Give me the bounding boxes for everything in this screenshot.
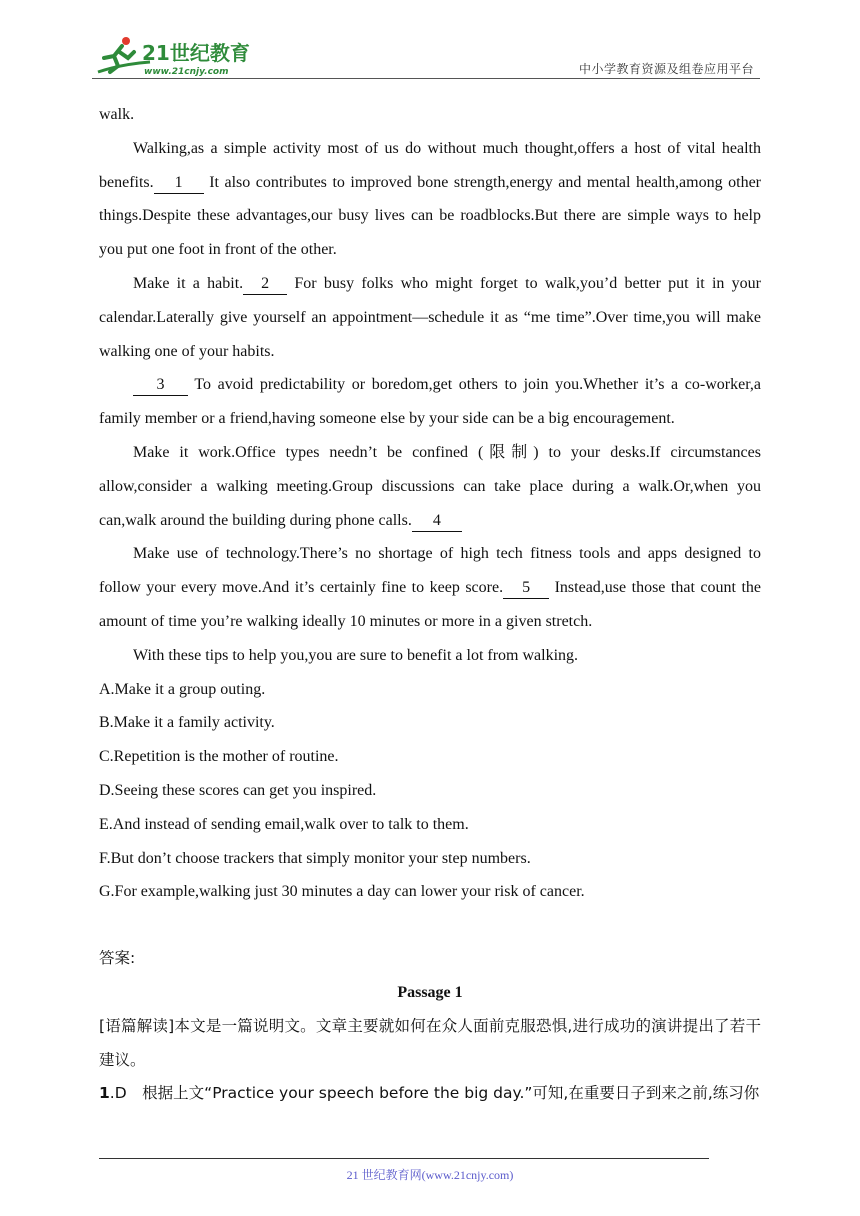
paragraph-4 bbox=[99, 436, 761, 537]
logo-title: 21世纪教育 bbox=[142, 41, 250, 65]
paragraph-4-text: Make it work.Office types needn’t be confined (限制) to your desks.If circumstances allow,consider a walking meeting.Group discussions can take place during a walk.Or,when you can,walk around the building during phone calls. bbox=[99, 443, 761, 529]
option-d: D.Seeing these scores can get you inspired. bbox=[99, 781, 377, 799]
option-c: C.Repetition is the mother of routine. bbox=[99, 748, 339, 766]
blank-4: 4 bbox=[412, 511, 462, 532]
paragraph-2-text-a: Make it a habit. bbox=[133, 274, 244, 292]
blank-2: 2 bbox=[243, 274, 287, 295]
blank-5: 5 bbox=[503, 578, 549, 599]
header-divider bbox=[92, 78, 760, 79]
paragraph-5-text-a: Make use of technology.There’s no shortage of high tech fitness tools and apps designed to follow your every move.And it’s certainly fine to keep score. bbox=[99, 545, 761, 597]
paragraph-1 bbox=[99, 132, 761, 267]
answer-1-number: 1 bbox=[99, 1084, 110, 1103]
option-a: A.Make it a group outing. bbox=[99, 680, 266, 698]
logo bbox=[92, 34, 262, 78]
paragraph-3-text: To avoid predictability or boredom,get others to join you.Whether it’s a co-worker,a family member or a friend,having someone else by your side can be a big encouragement. bbox=[99, 376, 761, 428]
passage-reading: [语篇解读]本文是一篇说明文。文章主要就如何在众人面前克服恐惧,进行成功的演讲提出了若干建议。 bbox=[99, 1016, 761, 1069]
logo-url: www.21cnjy.com bbox=[144, 67, 229, 77]
answers-heading: 答案: bbox=[99, 949, 136, 968]
passage-title: Passage 1 bbox=[397, 983, 463, 1001]
option-b: B.Make it a family activity. bbox=[99, 714, 275, 732]
option-f: F.But don’t choose trackers that simply monitor your step numbers. bbox=[99, 849, 531, 867]
platform-name: 中小学教育资源及组卷应用平台 bbox=[578, 62, 754, 76]
paragraph-3 bbox=[99, 368, 761, 436]
paragraph-5 bbox=[99, 537, 761, 638]
answer-1 bbox=[99, 1077, 761, 1111]
spacer bbox=[99, 909, 761, 942]
option-e: E.And instead of sending email,walk over to talk to them. bbox=[99, 815, 469, 833]
paragraph-1-text-b: It also contributes to improved bone strength,energy and mental health,among other things.Despite these advantages,our busy lives can be roadblocks.But there are simple ways to help you put one foot in front of the other. bbox=[99, 173, 761, 259]
footer-text: 21 世纪教育网(www.21cnjy.com) bbox=[346, 1168, 514, 1182]
paragraph-1-text-a: Walking,as a simple activity most of us do without much thought,offers a host of vital health benefits. bbox=[99, 139, 761, 191]
paragraph-intro: walk. bbox=[99, 106, 135, 123]
document-body bbox=[99, 98, 761, 1111]
paragraph-5-text-b: Instead,use those that count the amount of time you’re walking ideally 10 minutes or more in a given stretch. bbox=[99, 579, 762, 630]
footer-divider bbox=[99, 1158, 709, 1159]
answer-1-text: .D 根据上文“Practice your speech before the big day.”可知,在重要日子到来之前,练习你 bbox=[109, 1084, 760, 1103]
paragraph-2 bbox=[99, 267, 761, 368]
paragraph-6: With these tips to help you,you are sure to benefit a lot from walking. bbox=[133, 646, 579, 664]
option-g: G.For example,walking just 30 minutes a day can lower your risk of cancer. bbox=[99, 883, 585, 901]
blank-1: 1 bbox=[154, 173, 204, 194]
paragraph-2-text-b: For busy folks who might forget to walk,you’d better put it in your calendar.Laterally give yourself an appointment—schedule it as “me time”.Over time,you will make walking one of your habits. bbox=[99, 274, 761, 360]
blank-3: 3 bbox=[133, 375, 188, 396]
page-header bbox=[92, 30, 760, 80]
